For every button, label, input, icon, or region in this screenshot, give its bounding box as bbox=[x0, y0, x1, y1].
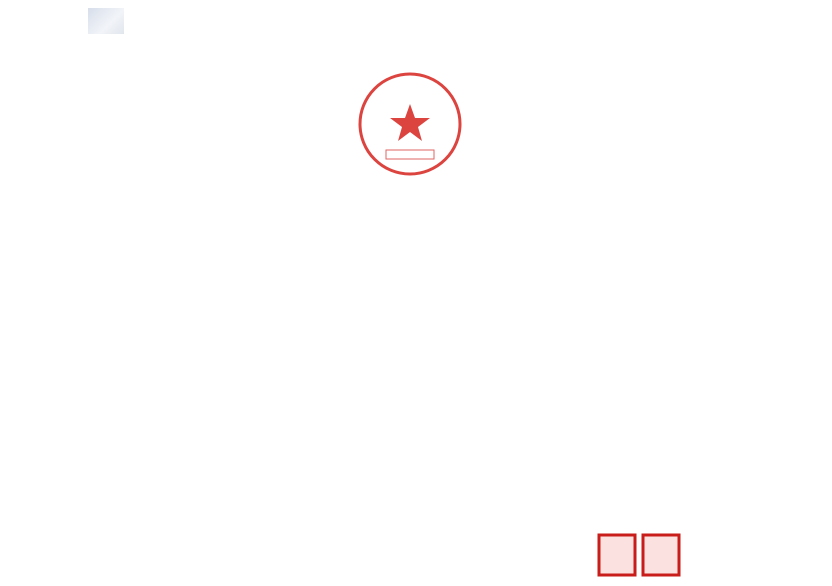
signature-stamp bbox=[597, 533, 681, 577]
company-logo bbox=[88, 8, 124, 34]
company-seal bbox=[356, 70, 464, 178]
